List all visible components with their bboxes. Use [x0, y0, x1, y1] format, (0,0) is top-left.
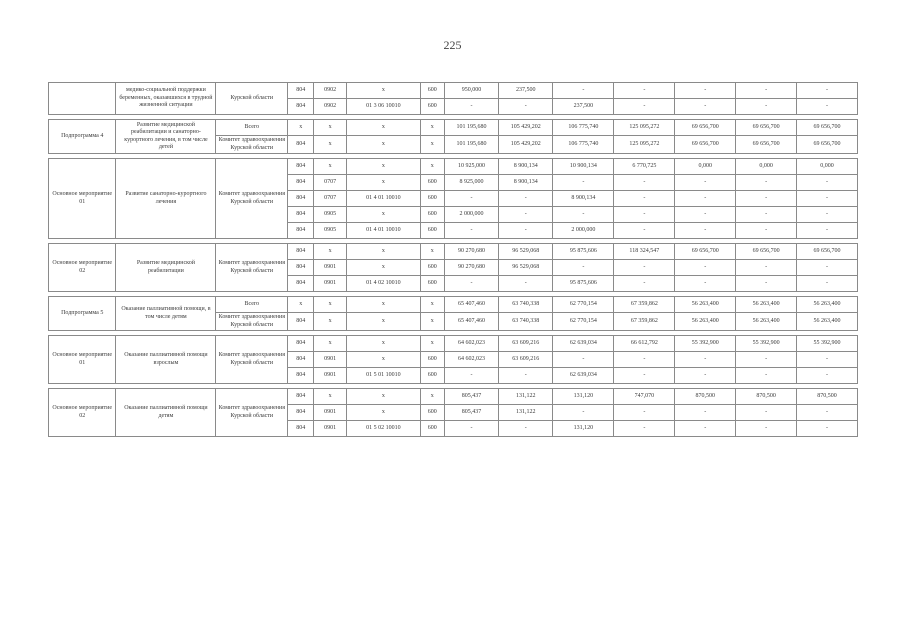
amount-cell: 237,500 [499, 83, 553, 99]
amount-cell: - [499, 223, 553, 239]
amount-cell: 95 875,606 [553, 244, 614, 260]
amount-cell: 747,070 [614, 389, 675, 405]
amount-cell: - [797, 175, 858, 191]
table-row [49, 159, 858, 175]
grbs-cell: 804 [288, 99, 314, 115]
title-cell: Оказание паллиативной помощи детям [116, 389, 216, 437]
amount-cell: - [736, 191, 797, 207]
executor-cell: Комитет здравоохранения Курской области [216, 313, 288, 331]
amount-cell: 69 656,700 [736, 120, 797, 136]
amount-cell: - [797, 421, 858, 437]
vr-cell: x [420, 120, 444, 136]
amount-cell: 125 095,272 [614, 136, 675, 154]
executor-cell: Всего [216, 297, 288, 313]
amount-cell: 69 656,700 [736, 136, 797, 154]
amount-cell: 870,500 [675, 389, 736, 405]
amount-cell: - [499, 276, 553, 292]
amount-cell: 805,437 [444, 389, 498, 405]
amount-cell: - [444, 191, 498, 207]
rzpr-cell: 0707 [314, 175, 347, 191]
amount-cell: 95 875,606 [553, 276, 614, 292]
amount-cell: 8 900,134 [499, 175, 553, 191]
csr-cell: 01 5 02 10010 [346, 421, 420, 437]
rzpr-cell: x [314, 313, 347, 331]
csr-cell: x [346, 313, 420, 331]
amount-cell: - [797, 207, 858, 223]
amount-cell: 64 602,023 [444, 336, 498, 352]
amount-cell: - [553, 175, 614, 191]
grbs-cell: 804 [288, 136, 314, 154]
amount-cell: 90 270,680 [444, 260, 498, 276]
csr-cell: 01 3 06 10010 [346, 99, 420, 115]
amount-cell: 69 656,700 [736, 244, 797, 260]
amount-cell: 131,122 [499, 405, 553, 421]
amount-cell: - [614, 99, 675, 115]
grbs-cell: 804 [288, 244, 314, 260]
amount-cell: - [797, 276, 858, 292]
amount-cell: 125 095,272 [614, 120, 675, 136]
table-row [49, 336, 858, 352]
program-cell: Подпрограмма 5 [49, 297, 116, 331]
amount-cell: 0,000 [675, 159, 736, 175]
amount-cell: - [614, 83, 675, 99]
amount-cell: - [675, 368, 736, 384]
amount-cell: - [444, 421, 498, 437]
grbs-cell: 804 [288, 421, 314, 437]
rzpr-cell: x [314, 336, 347, 352]
amount-cell: - [736, 276, 797, 292]
amount-cell: 56 263,400 [797, 313, 858, 331]
grbs-cell: 804 [288, 276, 314, 292]
grbs-cell: x [288, 297, 314, 313]
rzpr-cell: x [314, 297, 347, 313]
amount-cell: - [499, 421, 553, 437]
amount-cell: 69 656,700 [797, 136, 858, 154]
vr-cell: 600 [420, 260, 444, 276]
executor-cell: Комитет здравоохранения Курской области [216, 244, 288, 292]
amount-cell: 96 529,068 [499, 244, 553, 260]
amount-cell: - [736, 83, 797, 99]
amount-cell: 62 770,154 [553, 297, 614, 313]
csr-cell: 01 4 01 10010 [346, 223, 420, 239]
amount-cell: - [797, 352, 858, 368]
amount-cell: - [736, 352, 797, 368]
executor-cell: Комитет здравоохранения Курской области [216, 159, 288, 239]
amount-cell: - [614, 175, 675, 191]
amount-cell: 64 602,023 [444, 352, 498, 368]
rzpr-cell: x [314, 120, 347, 136]
amount-cell: 69 656,700 [675, 136, 736, 154]
amount-cell: - [675, 352, 736, 368]
amount-cell: - [499, 191, 553, 207]
amount-cell: - [675, 276, 736, 292]
amount-cell: - [614, 405, 675, 421]
grbs-cell: 804 [288, 191, 314, 207]
amount-cell: 65 407,460 [444, 313, 498, 331]
vr-cell: 600 [420, 421, 444, 437]
csr-cell: x [346, 120, 420, 136]
csr-cell: x [346, 389, 420, 405]
csr-cell: 01 4 02 10010 [346, 276, 420, 292]
amount-cell: - [736, 99, 797, 115]
vr-cell: x [420, 159, 444, 175]
table-row [49, 389, 858, 405]
amount-cell: - [499, 368, 553, 384]
amount-cell: 870,500 [736, 389, 797, 405]
amount-cell: - [797, 260, 858, 276]
csr-cell: x [346, 83, 420, 99]
grbs-cell: 804 [288, 159, 314, 175]
vr-cell: 600 [420, 405, 444, 421]
csr-cell: x [346, 159, 420, 175]
amount-cell: - [614, 276, 675, 292]
amount-cell: 63 740,338 [499, 313, 553, 331]
amount-cell: 131,122 [499, 389, 553, 405]
amount-cell: 105 429,202 [499, 136, 553, 154]
vr-cell: 600 [420, 99, 444, 115]
amount-cell: 237,500 [553, 99, 614, 115]
amount-cell: - [675, 223, 736, 239]
amount-cell: 131,120 [553, 421, 614, 437]
grbs-cell: 804 [288, 336, 314, 352]
amount-cell: 66 612,792 [614, 336, 675, 352]
amount-cell: 56 263,400 [797, 297, 858, 313]
title-cell: Развитие медицинской реабилитации и санаторно-курортного лечения, в том числе детей [116, 120, 216, 154]
grbs-cell: x [288, 120, 314, 136]
vr-cell: 600 [420, 191, 444, 207]
amount-cell: - [736, 207, 797, 223]
amount-cell: - [614, 368, 675, 384]
vr-cell: x [420, 244, 444, 260]
title-cell: Развитие медицинской реабилитации [116, 244, 216, 292]
amount-cell: 67 359,862 [614, 297, 675, 313]
amount-cell: - [675, 99, 736, 115]
title-cell: Развитие санаторно-курортного лечения [116, 159, 216, 239]
executor-cell: Комитет здравоохранения Курской области [216, 136, 288, 154]
amount-cell: 65 407,460 [444, 297, 498, 313]
csr-cell: x [346, 175, 420, 191]
rzpr-cell: 0902 [314, 99, 347, 115]
grbs-cell: 804 [288, 260, 314, 276]
vr-cell: x [420, 136, 444, 154]
amount-cell: - [444, 223, 498, 239]
amount-cell: - [614, 352, 675, 368]
amount-cell: 90 270,680 [444, 244, 498, 260]
executor-cell: Курской области [216, 83, 288, 115]
grbs-cell: 804 [288, 223, 314, 239]
amount-cell: - [736, 260, 797, 276]
amount-cell: 105 429,202 [499, 120, 553, 136]
amount-cell: 6 770,725 [614, 159, 675, 175]
table-row [49, 244, 858, 260]
budget-table [48, 82, 858, 437]
vr-cell: 600 [420, 368, 444, 384]
vr-cell: x [420, 297, 444, 313]
rzpr-cell: 0905 [314, 207, 347, 223]
title-cell: медико-социальной поддержки беременных, оказавшихся в трудной жизненной ситуации [116, 83, 216, 115]
amount-cell: 62 639,034 [553, 368, 614, 384]
amount-cell: - [614, 191, 675, 207]
amount-cell: - [797, 223, 858, 239]
amount-cell: - [797, 368, 858, 384]
amount-cell: 67 359,862 [614, 313, 675, 331]
amount-cell: - [736, 368, 797, 384]
rzpr-cell: 0901 [314, 260, 347, 276]
executor-cell: Комитет здравоохранения Курской области [216, 389, 288, 437]
program-cell: Основное мероприятие 01 [49, 159, 116, 239]
amount-cell: 55 392,900 [736, 336, 797, 352]
csr-cell: x [346, 207, 420, 223]
rzpr-cell: x [314, 389, 347, 405]
amount-cell: 55 392,900 [797, 336, 858, 352]
amount-cell: - [444, 276, 498, 292]
amount-cell: - [736, 223, 797, 239]
amount-cell: 8 900,134 [553, 191, 614, 207]
amount-cell: - [797, 405, 858, 421]
program-cell: Подпрограмма 4 [49, 120, 116, 154]
vr-cell: 600 [420, 83, 444, 99]
csr-cell: x [346, 405, 420, 421]
amount-cell: 62 639,034 [553, 336, 614, 352]
program-cell: Основное мероприятие 01 [49, 336, 116, 384]
grbs-cell: 804 [288, 368, 314, 384]
amount-cell: - [499, 207, 553, 223]
amount-cell: 63 609,216 [499, 352, 553, 368]
page-number: 225 [443, 38, 462, 52]
executor-cell: Всего [216, 120, 288, 136]
amount-cell: - [553, 405, 614, 421]
amount-cell: 69 656,700 [797, 120, 858, 136]
program-cell [49, 83, 116, 115]
csr-cell: 01 5 01 10010 [346, 368, 420, 384]
amount-cell: 56 263,400 [675, 297, 736, 313]
rzpr-cell: x [314, 244, 347, 260]
amount-cell: 56 263,400 [736, 297, 797, 313]
grbs-cell: 804 [288, 207, 314, 223]
amount-cell: - [553, 83, 614, 99]
vr-cell: x [420, 389, 444, 405]
amount-cell: 2 000,000 [444, 207, 498, 223]
rzpr-cell: 0901 [314, 405, 347, 421]
amount-cell: - [553, 352, 614, 368]
amount-cell: - [553, 260, 614, 276]
rzpr-cell: 0905 [314, 223, 347, 239]
csr-cell: x [346, 336, 420, 352]
csr-cell: x [346, 352, 420, 368]
amount-cell: - [797, 99, 858, 115]
rzpr-cell: 0901 [314, 421, 347, 437]
grbs-cell: 804 [288, 313, 314, 331]
amount-cell: 62 770,154 [553, 313, 614, 331]
amount-cell: 101 195,680 [444, 120, 498, 136]
amount-cell: - [797, 83, 858, 99]
amount-cell: - [736, 405, 797, 421]
amount-cell: - [614, 223, 675, 239]
amount-cell: 0,000 [736, 159, 797, 175]
amount-cell: - [736, 175, 797, 191]
table-row [49, 83, 858, 99]
program-cell: Основное мероприятие 02 [49, 389, 116, 437]
rzpr-cell: x [314, 136, 347, 154]
amount-cell: 805,437 [444, 405, 498, 421]
grbs-cell: 804 [288, 352, 314, 368]
amount-cell: 56 263,400 [675, 313, 736, 331]
amount-cell: - [499, 99, 553, 115]
amount-cell: 950,000 [444, 83, 498, 99]
amount-cell: 10 900,134 [553, 159, 614, 175]
vr-cell: x [420, 313, 444, 331]
table-row [49, 120, 858, 136]
amount-cell: 10 925,000 [444, 159, 498, 175]
vr-cell: 600 [420, 175, 444, 191]
amount-cell: 101 195,680 [444, 136, 498, 154]
vr-cell: 600 [420, 223, 444, 239]
amount-cell: 55 392,900 [675, 336, 736, 352]
rzpr-cell: 0901 [314, 276, 347, 292]
amount-cell: 69 656,700 [675, 244, 736, 260]
amount-cell: 63 609,216 [499, 336, 553, 352]
amount-cell: 870,500 [797, 389, 858, 405]
amount-cell: 56 263,400 [736, 313, 797, 331]
vr-cell: x [420, 336, 444, 352]
amount-cell: - [675, 260, 736, 276]
rzpr-cell: 0901 [314, 352, 347, 368]
amount-cell: 63 740,338 [499, 297, 553, 313]
grbs-cell: 804 [288, 405, 314, 421]
amount-cell: - [736, 421, 797, 437]
vr-cell: 600 [420, 207, 444, 223]
amount-cell: - [444, 99, 498, 115]
table-row [49, 297, 858, 313]
grbs-cell: 804 [288, 175, 314, 191]
amount-cell: - [675, 83, 736, 99]
rzpr-cell: 0707 [314, 191, 347, 207]
amount-cell: - [444, 368, 498, 384]
amount-cell: - [553, 207, 614, 223]
amount-cell: 106 775,740 [553, 136, 614, 154]
csr-cell: x [346, 297, 420, 313]
amount-cell: - [675, 175, 736, 191]
amount-cell: - [675, 405, 736, 421]
title-cell: Оказание паллиативной помощи, в том числе детям [116, 297, 216, 331]
amount-cell: 106 775,740 [553, 120, 614, 136]
program-cell: Основное мероприятие 02 [49, 244, 116, 292]
rzpr-cell: 0902 [314, 83, 347, 99]
executor-cell: Комитет здравоохранения Курской области [216, 336, 288, 384]
csr-cell: x [346, 136, 420, 154]
csr-cell: x [346, 244, 420, 260]
vr-cell: 600 [420, 276, 444, 292]
amount-cell: - [614, 260, 675, 276]
amount-cell: 2 000,000 [553, 223, 614, 239]
grbs-cell: 804 [288, 389, 314, 405]
amount-cell: - [675, 191, 736, 207]
amount-cell: 96 529,068 [499, 260, 553, 276]
amount-cell: - [797, 191, 858, 207]
amount-cell: - [614, 421, 675, 437]
amount-cell: - [614, 207, 675, 223]
csr-cell: 01 4 01 10010 [346, 191, 420, 207]
budget-table-body [49, 83, 858, 437]
amount-cell: 131,120 [553, 389, 614, 405]
title-cell: Оказание паллиативной помощи взрослым [116, 336, 216, 384]
amount-cell: 69 656,700 [797, 244, 858, 260]
amount-cell: - [675, 421, 736, 437]
csr-cell: x [346, 260, 420, 276]
amount-cell: 69 656,700 [675, 120, 736, 136]
rzpr-cell: x [314, 159, 347, 175]
amount-cell: 8 925,000 [444, 175, 498, 191]
amount-cell: 8 900,134 [499, 159, 553, 175]
amount-cell: 118 324,547 [614, 244, 675, 260]
vr-cell: 600 [420, 352, 444, 368]
amount-cell: - [675, 207, 736, 223]
amount-cell: 0,000 [797, 159, 858, 175]
rzpr-cell: 0901 [314, 368, 347, 384]
grbs-cell: 804 [288, 83, 314, 99]
